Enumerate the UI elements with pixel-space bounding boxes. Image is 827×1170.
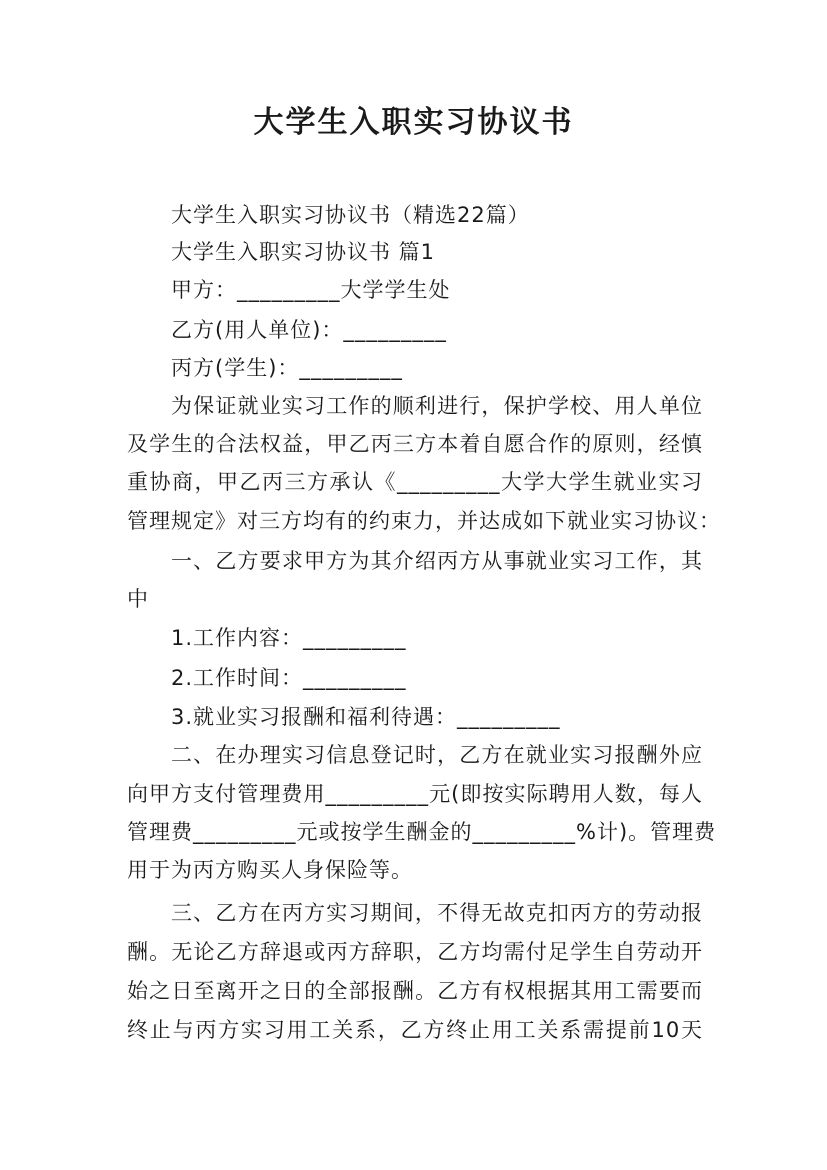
paragraph-line: 用于为丙方购买人身保险等。	[127, 858, 413, 882]
paragraph-line: 重协商，甲乙丙三方承认《_________大学大学生就业实习	[127, 470, 703, 494]
paragraph-line: 终止与丙方实习用工关系，乙方终止用工关系需提前10天	[127, 1018, 703, 1042]
party-c-line: 丙方(学生)：_________	[171, 356, 403, 380]
paragraph-line: 始之日至离开之日的全部报酬。乙方有权根据其用工需要而	[127, 979, 703, 1003]
subtitle-line: 大学生入职实习协议书（精选22篇）	[171, 203, 530, 227]
list-item: 2.工作时间：_________	[171, 666, 407, 690]
list-item: 1.工作内容：_________	[171, 626, 407, 650]
list-item: 3.就业实习报酬和福利待遇：_________	[171, 705, 561, 729]
section-heading: 大学生入职实习协议书 篇1	[171, 240, 436, 264]
paragraph-line: 及学生的合法权益，甲乙丙三方本着自愿合作的原则，经慎	[127, 432, 703, 456]
paragraph-line: 三、乙方在丙方实习期间，不得无故克扣丙方的劳动报	[171, 901, 703, 925]
paragraph-line: 管理费_________元或按学生酬金的_________%计)。管理费	[127, 820, 717, 844]
paragraph-line: 二、在办理实习信息登记时，乙方在就业实习报酬外应	[171, 743, 703, 767]
paragraph-line: 管理规定》对三方均有的约束力，并达成如下就业实习协议：	[127, 509, 721, 533]
paragraph-line: 酬。无论乙方辞退或丙方辞职，乙方均需付足学生自劳动开	[127, 940, 703, 964]
paragraph-line: 向甲方支付管理费用_________元(即按实际聘用人数，每人	[127, 782, 703, 806]
party-b-line: 乙方(用人单位)：_________	[171, 318, 447, 342]
paragraph-line: 为保证就业实习工作的顺利进行，保护学校、用人单位	[171, 394, 703, 418]
paragraph-line: 中	[127, 587, 149, 611]
party-a-line: 甲方：_________大学学生处	[171, 278, 451, 302]
document-title: 大学生入职实习协议书	[253, 105, 574, 140]
paragraph-line: 一、乙方要求甲方为其介绍丙方从事就业实习工作，其	[171, 549, 703, 573]
